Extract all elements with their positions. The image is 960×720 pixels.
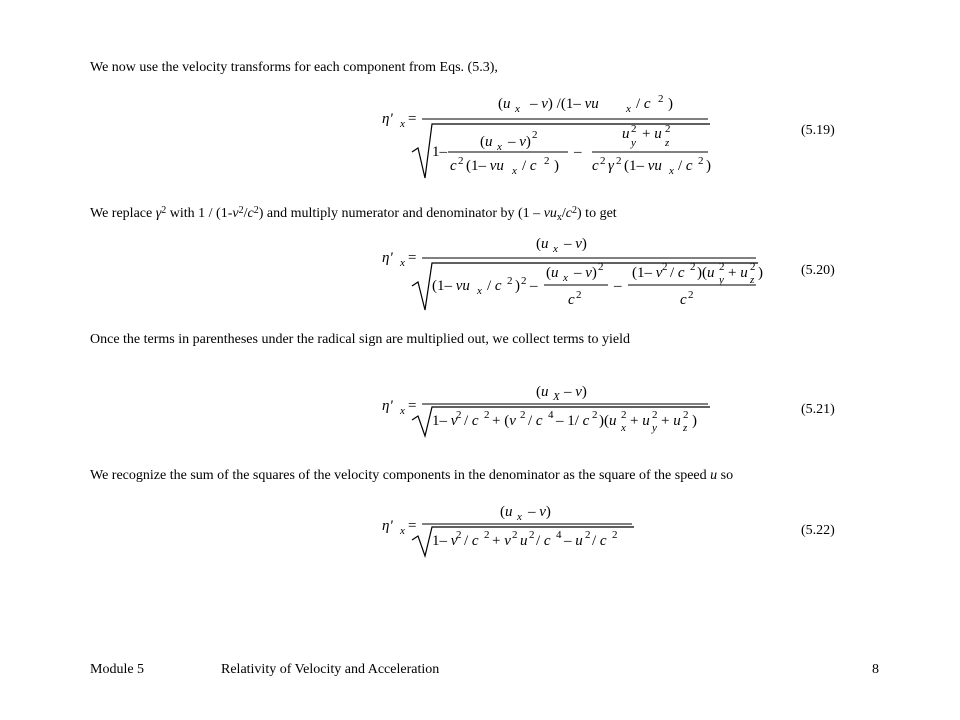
footer-module: Module 5 xyxy=(90,662,145,677)
svg-text:1–: 1– xyxy=(432,144,447,160)
svg-text:+ u: + u xyxy=(661,413,681,429)
svg-text:(1– vu: (1– vu xyxy=(432,278,470,294)
svg-text:x: x xyxy=(400,257,405,269)
svg-text:4: 4 xyxy=(548,409,554,421)
svg-text:=: = xyxy=(408,518,417,534)
svg-text:2: 2 xyxy=(458,155,464,167)
svg-text:)(u: )(u xyxy=(599,413,617,429)
svg-text:+ u: + u xyxy=(630,413,650,429)
svg-text:2: 2 xyxy=(529,529,535,541)
replace-paragraph: We replace $\gamma^2$ with $1 / (1-v^2/c^2)$ and multiply numerator and denominator by $(1 - vu_x/c^2)$ to get xyxy=(90,205,617,223)
svg-text:(1– v: (1– v xyxy=(632,265,663,281)
svg-text:u: u xyxy=(622,126,630,142)
svg-text:(u: (u xyxy=(480,134,493,150)
svg-text:2: 2 xyxy=(585,529,591,541)
svg-text:=: = xyxy=(408,250,417,266)
svg-text:η': η' xyxy=(382,111,393,127)
svg-text:x: x xyxy=(512,165,517,177)
svg-text:2: 2 xyxy=(456,409,462,421)
svg-text:x: x xyxy=(477,285,482,297)
svg-text:–: – xyxy=(614,278,622,294)
svg-text:x: x xyxy=(563,272,568,284)
recognize-paragraph: We recognize the sum of the squares of the velocity components in the denominator as the square of the speed u so xyxy=(90,468,734,483)
svg-text:(u: (u xyxy=(500,504,513,520)
svg-text:): ) xyxy=(515,278,520,294)
svg-text:2: 2 xyxy=(631,123,637,135)
svg-text:2: 2 xyxy=(662,261,668,273)
svg-text:2: 2 xyxy=(600,155,606,167)
svg-text:x: x xyxy=(553,243,558,255)
svg-text:(1– vu: (1– vu xyxy=(624,158,662,174)
svg-text:/ c: / c xyxy=(528,413,543,429)
svg-text:γ: γ xyxy=(608,158,614,174)
svg-text:2: 2 xyxy=(592,409,598,421)
svg-text:2: 2 xyxy=(683,409,689,421)
svg-text:+ u: + u xyxy=(642,126,662,142)
svg-text:1– v: 1– v xyxy=(432,533,458,549)
svg-text:– v): – v) xyxy=(564,236,587,252)
svg-text:+ (v: + (v xyxy=(492,413,516,429)
svg-text:2: 2 xyxy=(507,275,513,287)
equation-5-21 xyxy=(370,380,770,440)
svg-text:–: – xyxy=(574,144,582,160)
collect-paragraph: Once the terms in parentheses under the radical sign are multiplied out, we collect terms to yield xyxy=(90,332,630,347)
svg-text:– 1/ c: – 1/ c xyxy=(556,413,590,429)
svg-text:2: 2 xyxy=(658,93,664,105)
svg-text:η': η' xyxy=(382,518,393,534)
svg-text:x: x xyxy=(515,103,520,115)
svg-text:2: 2 xyxy=(688,289,694,301)
svg-text:x: x xyxy=(400,118,405,130)
svg-text:4: 4 xyxy=(556,529,562,541)
svg-text:x: x xyxy=(517,511,522,523)
equation-number-5-21: (5.21) xyxy=(801,402,835,417)
svg-text:2: 2 xyxy=(456,529,462,541)
svg-text:2: 2 xyxy=(719,261,725,273)
svg-text:x: x xyxy=(497,141,502,153)
svg-text:– v) /(1– vu: – v) /(1– vu xyxy=(530,96,599,112)
svg-text:2: 2 xyxy=(690,261,696,273)
svg-text:– u: – u xyxy=(564,533,583,549)
svg-text:– v): – v) xyxy=(508,134,531,150)
svg-text:/ c: / c xyxy=(487,278,502,294)
svg-text:2: 2 xyxy=(521,275,527,287)
svg-text:/ c: / c xyxy=(464,533,479,549)
svg-text:/ c: / c xyxy=(536,533,551,549)
svg-text:/ c: / c xyxy=(670,265,685,281)
svg-text:η': η' xyxy=(382,250,393,266)
svg-text:=: = xyxy=(408,111,417,127)
svg-text:y: y xyxy=(719,274,724,286)
svg-text:η': η' xyxy=(382,398,393,414)
svg-text:2: 2 xyxy=(484,529,490,541)
equation-number-5-20: (5.20) xyxy=(801,263,835,278)
svg-text:2: 2 xyxy=(652,409,658,421)
svg-text:– v): – v) xyxy=(574,265,597,281)
svg-text:)(u: )(u xyxy=(697,265,715,281)
svg-text:+ v: + v xyxy=(492,533,511,549)
svg-text:y: y xyxy=(652,422,657,434)
svg-text:y: y xyxy=(631,137,636,149)
equation-5-20 xyxy=(370,230,770,314)
svg-text:): ) xyxy=(706,158,711,174)
svg-text:–: – xyxy=(530,278,538,294)
svg-text:c: c xyxy=(450,158,457,174)
svg-text:2: 2 xyxy=(616,155,622,167)
svg-text:c: c xyxy=(568,292,575,308)
svg-text:2: 2 xyxy=(621,409,627,421)
svg-text:c: c xyxy=(680,292,687,308)
svg-text:2: 2 xyxy=(544,155,550,167)
svg-text:): ) xyxy=(692,413,697,429)
footer-title: Relativity of Velocity and Acceleration xyxy=(221,662,440,677)
svg-text:): ) xyxy=(668,96,673,112)
svg-text:/ c: / c xyxy=(636,96,651,112)
svg-text:2: 2 xyxy=(520,409,526,421)
svg-text:u: u xyxy=(520,533,528,549)
svg-text:x: x xyxy=(400,525,405,537)
svg-text:– v): – v) xyxy=(528,504,551,520)
svg-text:=: = xyxy=(408,398,417,414)
svg-text:x: x xyxy=(621,422,626,434)
equation-number-5-22: (5.22) xyxy=(801,523,835,538)
svg-text:2: 2 xyxy=(698,155,704,167)
svg-text:x: x xyxy=(400,405,405,417)
svg-text:c: c xyxy=(592,158,599,174)
svg-text:(u: (u xyxy=(536,236,549,252)
svg-text:/ c: / c xyxy=(464,413,479,429)
svg-text:2: 2 xyxy=(532,129,538,141)
svg-text:2: 2 xyxy=(750,261,756,273)
svg-text:): ) xyxy=(554,158,559,174)
svg-text:/ c: / c xyxy=(522,158,537,174)
svg-text:(u: (u xyxy=(498,96,511,112)
svg-text:x: x xyxy=(626,103,631,115)
svg-text:2: 2 xyxy=(576,289,582,301)
svg-text:2: 2 xyxy=(598,261,604,273)
svg-text:(u: (u xyxy=(546,265,559,281)
svg-text:z: z xyxy=(665,137,670,149)
svg-text:z: z xyxy=(750,274,755,286)
svg-text:/ c: / c xyxy=(592,533,607,549)
svg-text:z: z xyxy=(683,422,688,434)
footer-page-number: 8 xyxy=(872,662,879,677)
svg-text:+ u: + u xyxy=(728,265,748,281)
svg-text:(u: (u xyxy=(536,384,549,400)
svg-text:2: 2 xyxy=(484,409,490,421)
svg-text:2: 2 xyxy=(512,529,518,541)
svg-text:): ) xyxy=(758,265,763,281)
svg-text:X: X xyxy=(553,391,560,403)
svg-text:/ c: / c xyxy=(678,158,693,174)
intro-paragraph: We now use the velocity transforms for each component from Eqs. (5.3), xyxy=(90,60,498,75)
svg-text:2: 2 xyxy=(665,123,671,135)
equation-number-5-19: (5.19) xyxy=(801,123,835,138)
svg-text:x: x xyxy=(669,165,674,177)
svg-text:(1– vu: (1– vu xyxy=(466,158,504,174)
equation-5-19 xyxy=(370,88,770,188)
equation-5-22 xyxy=(370,500,770,560)
svg-text:– v): – v) xyxy=(564,384,587,400)
svg-text:2: 2 xyxy=(612,529,618,541)
svg-text:1– v: 1– v xyxy=(432,413,458,429)
